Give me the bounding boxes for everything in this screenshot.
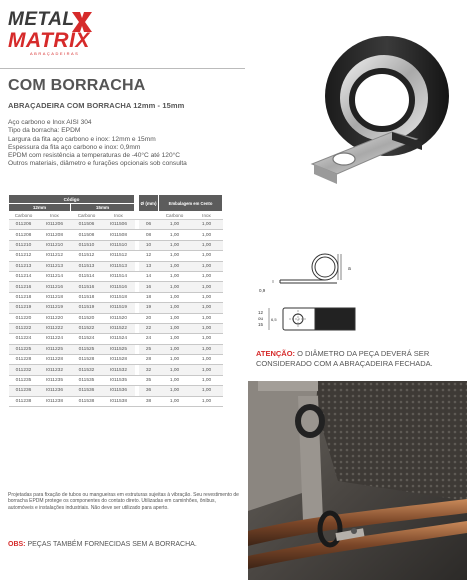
table-row xyxy=(9,220,223,230)
cell-diameter: 10 xyxy=(139,240,159,250)
cell-code-inox-12: I011235 xyxy=(39,375,71,385)
cell-code-carbono-15: 011514 xyxy=(71,271,103,281)
cell-code-inox-12: I011212 xyxy=(39,251,71,261)
subheader: Carbono xyxy=(9,212,39,220)
logo-matrix-text: MATRIX xyxy=(8,29,90,52)
cell-code-carbono-12: 011238 xyxy=(9,396,39,406)
cell-emb-inox: 1,00 xyxy=(191,386,223,396)
subheader: Carbono xyxy=(71,212,103,220)
cell-emb-carbono: 1,00 xyxy=(159,303,191,313)
cell-diameter: 38 xyxy=(139,396,159,406)
cell-code-carbono-15: 011513 xyxy=(71,261,103,271)
cell-code-inox-12: I011232 xyxy=(39,365,71,375)
spec-item: Outros materiais, diâmetro e furações opcionais sob consulta xyxy=(8,160,187,168)
spec-item: EPDM com resistência a temperaturas de -40°C até 120°C xyxy=(8,152,181,160)
cell-emb-carbono: 1,00 xyxy=(159,396,191,406)
cell-code-carbono-12: 011219 xyxy=(9,303,39,313)
cell-code-inox-15: I011506 xyxy=(103,220,135,230)
cell-code-carbono-12: 011225 xyxy=(9,344,39,354)
cell-code-inox-15: I011519 xyxy=(103,303,135,313)
cell-diameter: 13 xyxy=(139,261,159,271)
cell-code-carbono-15: 011522 xyxy=(71,323,103,333)
header-width-15: 15mm xyxy=(71,204,135,212)
warning-label: ATENÇÃO: xyxy=(256,349,296,358)
spec-item: Tipo da borracha: EPDM xyxy=(8,127,81,135)
subheader: Inox xyxy=(103,212,135,220)
cell-emb-inox: 1,00 xyxy=(191,271,223,281)
brand-logo xyxy=(8,8,118,56)
cell-diameter: 32 xyxy=(139,365,159,375)
cell-code-inox-12: I011218 xyxy=(39,292,71,302)
cell-code-inox-12: I011216 xyxy=(39,282,71,292)
cell-emb-carbono: 1,00 xyxy=(159,355,191,365)
product-photo xyxy=(272,14,457,204)
table-row xyxy=(9,365,223,375)
table-row xyxy=(9,375,223,385)
cell-code-inox-15: I011518 xyxy=(103,292,135,302)
obs-text: PEÇAS TAMBÉM FORNECIDAS SEM A BORRACHA. xyxy=(25,541,197,548)
dim-width-12-label: 12 xyxy=(258,310,264,315)
obs-label: OBS: xyxy=(8,541,26,548)
header-embalagem: Embalagem em Cento xyxy=(159,195,223,212)
cell-code-inox-12: I011222 xyxy=(39,323,71,333)
cell-code-carbono-12: 011222 xyxy=(9,323,39,333)
spec-item: Largura da fita aço carbono e inox: 12mm e 15mm xyxy=(8,135,156,143)
product-subtitle: ABRAÇADEIRA COM BORRACHA 12mm - 15mm xyxy=(8,101,185,110)
cell-diameter: 28 xyxy=(139,355,159,365)
cell-code-inox-12: I011219 xyxy=(39,303,71,313)
warning-text: O DIÂMETRO DA PEÇA DEVERÁ SER CONSIDERADO COM A ABRAÇADEIRA FECHADA. xyxy=(256,349,433,368)
cell-emb-inox: 1,00 xyxy=(191,261,223,271)
cell-emb-inox: 1,00 xyxy=(191,230,223,240)
cell-emb-inox: 1,00 xyxy=(191,303,223,313)
cell-code-inox-12: I011206 xyxy=(39,220,71,230)
cell-code-inox-15: I011525 xyxy=(103,344,135,354)
header-codigo: Código xyxy=(9,195,135,204)
cell-code-inox-15: I011524 xyxy=(103,334,135,344)
cell-diameter: 24 xyxy=(139,334,159,344)
cell-code-inox-15: I011536 xyxy=(103,386,135,396)
cell-code-carbono-12: 011236 xyxy=(9,386,39,396)
cell-code-carbono-15: 011516 xyxy=(71,282,103,292)
cell-code-inox-15: I011532 xyxy=(103,365,135,375)
cell-diameter: 35 xyxy=(139,375,159,385)
cell-emb-carbono: 1,00 xyxy=(159,271,191,281)
cell-code-inox-12: I011228 xyxy=(39,355,71,365)
cell-code-inox-15: I011528 xyxy=(103,355,135,365)
cell-emb-carbono: 1,00 xyxy=(159,313,191,323)
cell-diameter: 18 xyxy=(139,292,159,302)
spec-item: Espessura da fita aço carbono e inox: 0,9mm xyxy=(8,143,141,151)
cell-code-carbono-15: 011506 xyxy=(71,220,103,230)
cell-code-carbono-12: 011216 xyxy=(9,282,39,292)
cell-code-carbono-15: 011525 xyxy=(71,344,103,354)
cell-diameter: 20 xyxy=(139,313,159,323)
cell-code-carbono-15: 011519 xyxy=(71,303,103,313)
cell-emb-carbono: 1,00 xyxy=(159,386,191,396)
header-divider xyxy=(0,68,245,69)
cell-code-carbono-12: 011214 xyxy=(9,271,39,281)
header-spacer xyxy=(135,204,139,212)
table-row xyxy=(9,344,223,354)
table-row xyxy=(9,386,223,396)
spec-item: Aço carbono e Inox AISI 304 xyxy=(8,119,92,126)
cell-emb-carbono: 1,00 xyxy=(159,365,191,375)
product-table xyxy=(8,194,223,407)
logo-metal-text: METAL xyxy=(8,9,75,30)
cell-diameter: 16 xyxy=(139,282,159,292)
dim-width-15-label: 15 xyxy=(258,322,264,327)
dim-or-label: ou xyxy=(258,316,264,321)
cell-emb-inox: 1,00 xyxy=(191,365,223,375)
cell-code-inox-12: I011208 xyxy=(39,230,71,240)
cell-emb-inox: 1,00 xyxy=(191,292,223,302)
subheader xyxy=(139,212,159,220)
table-row xyxy=(9,261,223,271)
cell-emb-carbono: 1,00 xyxy=(159,282,191,292)
cell-diameter: 36 xyxy=(139,386,159,396)
cell-code-carbono-15: 011512 xyxy=(71,251,103,261)
logo-tagline: ABRAÇADEIRAS xyxy=(30,51,80,56)
obs-note xyxy=(8,541,197,548)
cell-code-carbono-12: 011213 xyxy=(9,261,39,271)
spec-list xyxy=(8,119,248,169)
cell-emb-inox: 1,00 xyxy=(191,240,223,250)
cell-code-inox-15: I011522 xyxy=(103,323,135,333)
cell-code-carbono-15: 011528 xyxy=(71,355,103,365)
cell-code-inox-15: I011535 xyxy=(103,375,135,385)
subheader: Carbono xyxy=(159,212,191,220)
cell-code-carbono-12: 011220 xyxy=(9,313,39,323)
cell-diameter: 08 xyxy=(139,230,159,240)
table-row xyxy=(9,334,223,344)
cell-code-carbono-15: 011524 xyxy=(71,334,103,344)
cell-code-inox-12: I011210 xyxy=(39,240,71,250)
cell-diameter: 22 xyxy=(139,323,159,333)
cell-code-carbono-12: 011210 xyxy=(9,240,39,250)
cell-code-carbono-15: 011510 xyxy=(71,240,103,250)
cell-emb-carbono: 1,00 xyxy=(159,240,191,250)
technical-drawing xyxy=(255,240,360,340)
cell-diameter: 19 xyxy=(139,303,159,313)
cell-code-inox-15: I011512 xyxy=(103,251,135,261)
table-row xyxy=(9,251,223,261)
cell-code-carbono-15: 011535 xyxy=(71,375,103,385)
cell-emb-carbono: 1,00 xyxy=(159,292,191,302)
table-row xyxy=(9,230,223,240)
header-width-12: 12mm xyxy=(9,204,71,212)
cell-emb-inox: 1,00 xyxy=(191,282,223,292)
cell-emb-inox: 1,00 xyxy=(191,251,223,261)
cell-emb-carbono: 1,00 xyxy=(159,251,191,261)
cell-code-carbono-12: 011206 xyxy=(9,220,39,230)
table-row xyxy=(9,240,223,250)
cell-code-inox-15: I011514 xyxy=(103,271,135,281)
cell-emb-carbono: 1,00 xyxy=(159,344,191,354)
cell-code-inox-12: I011213 xyxy=(39,261,71,271)
cell-code-carbono-15: 011536 xyxy=(71,386,103,396)
cell-emb-carbono: 1,00 xyxy=(159,261,191,271)
table-row xyxy=(9,271,223,281)
cell-emb-inox: 1,00 xyxy=(191,334,223,344)
cell-code-carbono-12: 011232 xyxy=(9,365,39,375)
cell-code-inox-12: I011236 xyxy=(39,386,71,396)
cell-emb-inox: 1,00 xyxy=(191,396,223,406)
table-body xyxy=(9,220,223,407)
cell-code-carbono-12: 011218 xyxy=(9,292,39,302)
warning-note xyxy=(256,349,461,369)
cell-code-inox-12: I011224 xyxy=(39,334,71,344)
table-row xyxy=(9,303,223,313)
cell-code-carbono-15: 011538 xyxy=(71,396,103,406)
cell-code-carbono-12: 011224 xyxy=(9,334,39,344)
dim-a-label: a xyxy=(348,266,351,272)
cell-code-inox-12: I011225 xyxy=(39,344,71,354)
cell-emb-inox: 1,00 xyxy=(191,375,223,385)
cell-code-inox-15: I011513 xyxy=(103,261,135,271)
cell-code-carbono-15: 011518 xyxy=(71,292,103,302)
cell-emb-inox: 1,00 xyxy=(191,220,223,230)
table-row xyxy=(9,355,223,365)
cell-code-inox-15: I011516 xyxy=(103,282,135,292)
cell-code-carbono-15: 011520 xyxy=(71,313,103,323)
cell-code-carbono-12: 011228 xyxy=(9,355,39,365)
table-row xyxy=(9,292,223,302)
cell-code-inox-12: I011214 xyxy=(39,271,71,281)
cell-emb-carbono: 1,00 xyxy=(159,334,191,344)
cell-code-inox-15: I011538 xyxy=(103,396,135,406)
cell-code-carbono-15: 011532 xyxy=(71,365,103,375)
header-diameter: Ø (mm) xyxy=(139,195,159,212)
subheader: Inox xyxy=(191,212,223,220)
table-row xyxy=(9,323,223,333)
cell-code-inox-12: I011220 xyxy=(39,313,71,323)
table-row xyxy=(9,313,223,323)
application-photo xyxy=(248,381,467,580)
cell-code-inox-15: I011508 xyxy=(103,230,135,240)
table-row xyxy=(9,396,223,406)
cell-diameter: 14 xyxy=(139,271,159,281)
cell-diameter: 12 xyxy=(139,251,159,261)
cell-emb-carbono: 1,00 xyxy=(159,375,191,385)
cell-diameter: 25 xyxy=(139,344,159,354)
dim-thickness-label: 0,9 xyxy=(259,288,266,293)
cell-code-carbono-12: 011212 xyxy=(9,251,39,261)
cell-code-carbono-12: 011208 xyxy=(9,230,39,240)
cell-emb-inox: 1,00 xyxy=(191,323,223,333)
cell-code-inox-12: I011238 xyxy=(39,396,71,406)
cell-emb-carbono: 1,00 xyxy=(159,230,191,240)
dim-hole-label: 6,5 xyxy=(271,317,277,322)
cell-emb-carbono: 1,00 xyxy=(159,220,191,230)
cell-code-inox-15: I011510 xyxy=(103,240,135,250)
table-row xyxy=(9,282,223,292)
cell-emb-inox: 1,00 xyxy=(191,355,223,365)
cell-code-carbono-12: 011235 xyxy=(9,375,39,385)
cell-code-carbono-15: 011508 xyxy=(71,230,103,240)
cell-emb-inox: 1,00 xyxy=(191,344,223,354)
subheader: Inox xyxy=(39,212,71,220)
page-title: COM BORRACHA xyxy=(8,77,146,94)
cell-emb-inox: 1,00 xyxy=(191,313,223,323)
cell-emb-carbono: 1,00 xyxy=(159,323,191,333)
cell-code-inox-15: I011520 xyxy=(103,313,135,323)
description-text: Projetadas para fixação de tubos ou mangueiras em estruturas sujeitas à vibração. Seu revestimento de borracha EPDM protege os componentes do contato direto. Utilizadas em caminhões, ônibus, automóveis e instalações industriais. Não deve ser utilizado para aperto. xyxy=(8,492,239,511)
cell-diameter: 06 xyxy=(139,220,159,230)
